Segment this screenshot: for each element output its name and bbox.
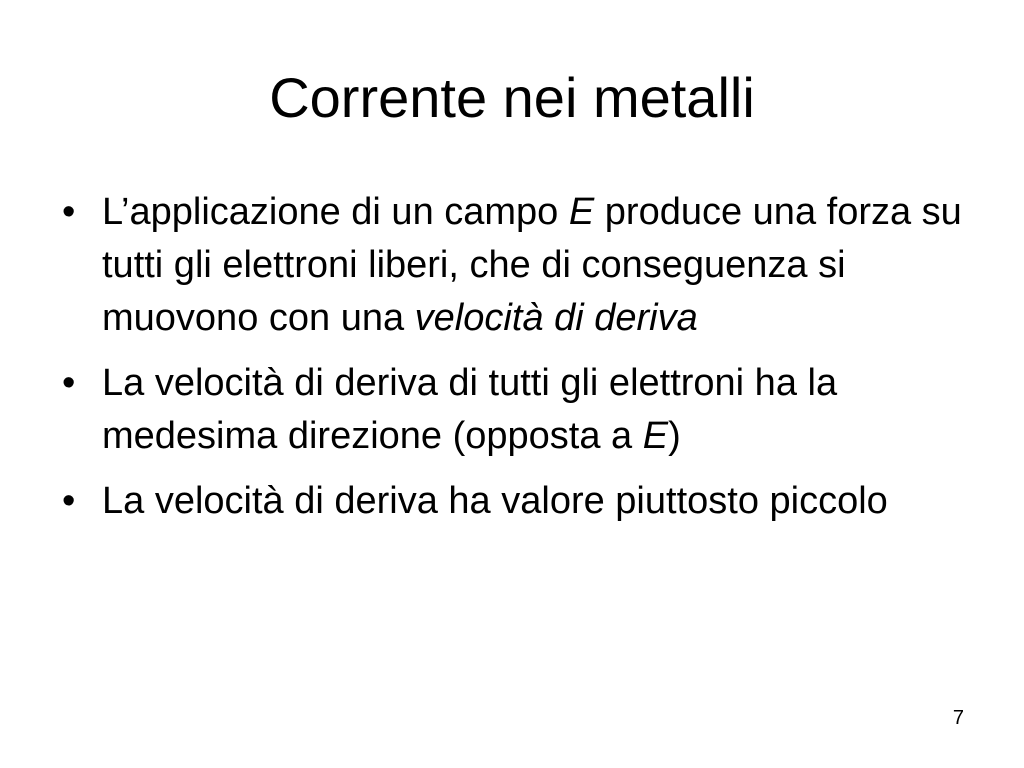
emphasized-term: velocità di deriva [414,297,698,339]
bullet-text-segment: ) [668,415,681,457]
bullet-text [102,191,962,339]
bullet-item [60,357,980,463]
field-symbol: E [568,191,595,233]
bullet-text [102,362,837,457]
bullet-list [60,186,980,540]
bullet-item [60,186,980,345]
page-number: 7 [952,707,964,729]
bullet-text-segment: produce una forza su tutti gli elettroni liberi, che di conseguenza si muovono con una [102,191,962,339]
bullet-text-segment: La velocità di deriva ha valore piuttosto piccolo [102,480,888,522]
bullet-icon: • [62,191,76,233]
bullet-text-segment: La velocità di deriva di tutti gli elettroni ha la medesima direzione (opposta a [102,362,838,457]
bullet-icon: • [62,480,76,522]
bullet-text [102,480,888,522]
field-symbol: E [642,415,669,457]
bullet-icon: • [62,362,76,404]
bullet-text-segment: L’applicazione di un campo [102,191,569,233]
bullet-item [60,475,980,528]
slide-title: Corrente nei metalli [269,66,755,129]
